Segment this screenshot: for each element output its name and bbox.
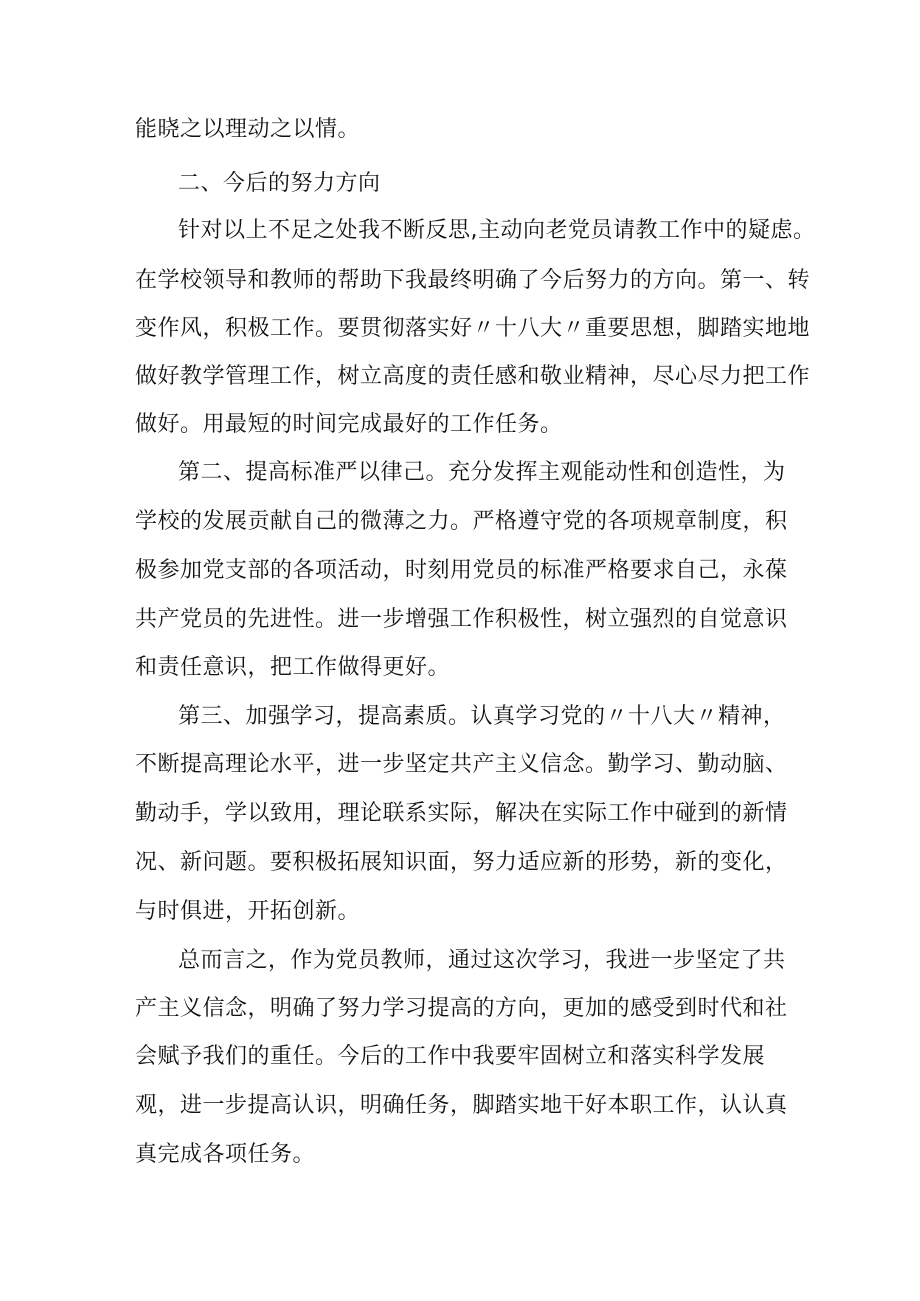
text-line: 在学校领导和教师的帮助下我最终明确了今后努力的方向。第一、转	[135, 268, 811, 293]
section-heading: 二、今后的努力方向	[178, 171, 381, 196]
text-line: 会赋予我们的重任。今后的工作中我要牢固树立和落实科学发展	[135, 1044, 766, 1069]
text-line: 况、新问题。要积极拓展知识面，努力适应新的形势，新的变化，	[135, 850, 788, 875]
text-line: 学校的发展贡献自己的微薄之力。严格遵守党的各项规章制度，积	[135, 509, 788, 534]
text-line: 做好。用最短的时间完成最好的工作任务。	[135, 412, 563, 437]
text-line: 产主义信念，明确了努力学习提高的方向，更加的感受到时代和社	[135, 996, 788, 1021]
text-line: 能晓之以理动之以情。	[135, 117, 361, 142]
text-line: 与时俱进，开拓创新。	[135, 899, 361, 924]
text-line: 观，进一步提高认识，明确任务，脚踏实地干好本职工作，认认真	[135, 1093, 788, 1118]
text-line: 极参加党支部的各项活动，时刻用党员的标准严格要求自己，永葆	[135, 558, 788, 583]
text-line: 共产党员的先进性。进一步增强工作积极性，树立强烈的自觉意识	[135, 607, 788, 632]
text-line: 勤动手，学以致用，理论联系实际，解决在实际工作中碰到的新情	[135, 801, 788, 826]
text-line: 针对以上不足之处我不断反思,主动向老党员请教工作中的疑虑。	[178, 218, 816, 243]
text-line: 做好教学管理工作，树立高度的责任感和敬业精神，尽心尽力把工作	[135, 364, 811, 389]
text-line: 变作风，积极工作。要贯彻落实好〃十八大〃重要思想，脚踏实地地	[135, 316, 811, 341]
text-line: 第三、加强学习，提高素质。认真学习党的〃十八大〃精神，	[178, 704, 786, 729]
text-line: 真完成各项任务。	[135, 1142, 316, 1167]
text-line: 第二、提高标准严以律己。充分发挥主观能动性和创造性，为	[178, 460, 786, 485]
text-line: 不断提高理论水平，进一步坚定共产主义信念。勤学习、勤动脑、	[135, 752, 788, 777]
text-line: 总而言之，作为党员教师，通过这次学习，我进一步坚定了共	[178, 948, 786, 973]
text-line: 和责任意识，把工作做得更好。	[135, 655, 451, 680]
